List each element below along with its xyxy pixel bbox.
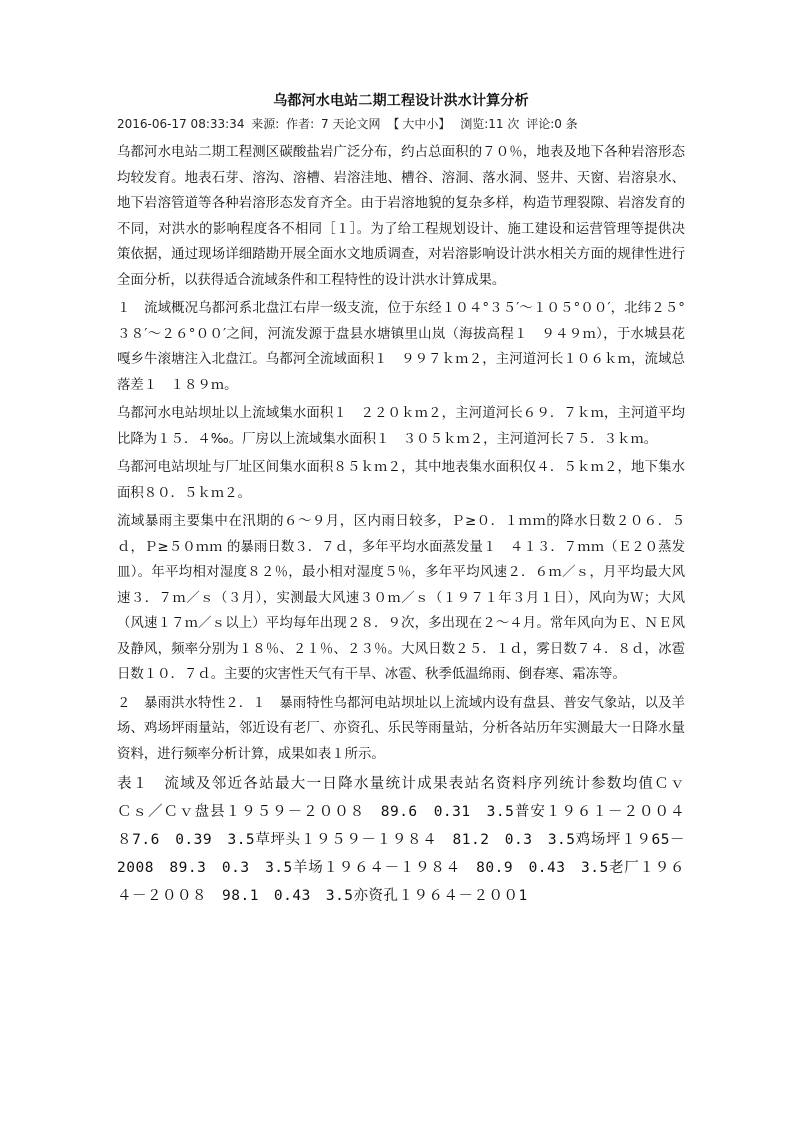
- paragraph-intro: 乌都河水电站二期工程测区碳酸盐岩广泛分布，约占总面积的７０％，地表及地下各种岩溶形态均较发育。地表石芽、溶沟、溶槽、岩溶洼地、槽谷、溶洞、落水洞、竖井、天窗、岩溶泉水、地下岩溶管道等各种岩溶形态发育齐全。由于岩溶地貌的复杂多样，构造节理裂隙、岩溶发育的不同，对洪水的影响程度各不相同［１］。为了给工程规划设计、施工建设和运营管理等提供决策依据，通过现场详细踏勘开展全面水文地质调查，对岩溶影响设计洪水相关方面的规律性进行全面分析，以获得适合流域条件和工程特性的设计洪水计算成果。: [117, 145, 685, 288]
- author-label: 作者:: [286, 117, 315, 131]
- site-name: 7 天论文网: [321, 117, 381, 131]
- source-label: 来源:: [251, 117, 280, 131]
- comment-count: 评论:0 条: [526, 117, 578, 131]
- article-meta: [117, 116, 685, 132]
- paragraph-climate: 流域暴雨主要集中在汛期的６～９月，区内雨日较多，Ｐ≥０．１ｍｍ的降水日数２０６．５ｄ，Ｐ≥５０ｍｍ 的暴雨日数３．７ｄ，多年平均水面蒸发量１ ４１３．７ｍｍ（Ｅ２０蒸发皿）。年平均相对湿度８２％，最小相对湿度５％，多年平均风速２．６ｍ／ｓ，月平均最大风速３．７ｍ／ｓ（３月），实测最大风速３０ｍ／ｓ（１９７１年３月１日），风向为Ｗ；大风（风速１７ｍ／ｓ以上）平均每年出现２８．９次，多出现在２～４月。常年风向为Ｅ、ＮＥ风及静风，频率分别为１８％、２１％、２３％。大风日数２５．１ｄ，雾日数７４．８ｄ，冰雹日数１０．７ｄ。主要的灾害性天气有干旱、冰雹、秋季低温绵雨、倒春寒、霜冻等。: [117, 514, 685, 682]
- article: [117, 92, 700, 913]
- paragraph-interval-area: 乌都河电站坝址与厂址区间集水面积８５ｋｍ２，其中地表集水面积仅４．５ｋｍ２，地下集水面积８０．５ｋｍ２。: [117, 460, 685, 501]
- font-large-link[interactable]: 大: [402, 117, 415, 131]
- view-count: 浏览:11 次: [460, 117, 520, 131]
- font-bracket-close: 】: [438, 117, 451, 131]
- publish-datetime: 2016-06-17 08:33:34: [117, 117, 245, 131]
- paragraph-rainstorm: ２ 暴雨洪水特性２．１ 暴雨特性乌都河电站坝址以上流域内设有盘县、普安气象站，以及羊场、鸡场坪雨量站，邻近设有老厂、亦资孔、乐民等雨量站，分析各站历年实测最大一日降水量资料，进行频率分析计算，成果如表１所示。: [117, 695, 685, 762]
- font-bracket-open: 【: [387, 117, 400, 131]
- font-medium-link[interactable]: 中: [414, 117, 427, 131]
- paragraph-dam-catchment: 乌都河水电站坝址以上流域集水面积１ ２２０ｋｍ２，主河道河长６９．７ｋｍ，主河道平均比降为１５．４‰。厂房以上流域集水面积１ ３０５ｋｍ２，主河道河长７５．３ｋｍ。: [117, 406, 685, 447]
- font-size-switcher: [387, 117, 453, 131]
- font-small-link[interactable]: 小: [426, 117, 439, 131]
- paragraph-basin-overview: １ 流域概况乌都河系北盘江右岸一级支流，位于东经１０４°３５′～１０５°００′，北纬２５°３８′～２６°００′之间，河流发源于盘县水塘镇里山岚（海拔高程１ ９４９ｍ），于水城县花嘎乡牛滚塘注入北盘江。乌都河全流域面积１ ９９７ｋｍ２，主河道河长１０６ｋｍ，流域总落差１ １８９ｍ。: [117, 301, 685, 393]
- article-title: 乌都河水电站二期工程设计洪水计算分析: [273, 93, 529, 109]
- paragraph-table-1: 表１ 流域及邻近各站最大一日降水量统计成果表站名资料序列统计参数均值Ｃｖ Ｃｓ／Ｃｖ盘县１９５９－２００８ 89.6 0.31 3.5普安１９６１－２００４ ８7.6 0.39 3.5草坪头１９５９－１９８４ 81.2 0.3 3.5鸡场坪１９65－2008 89.3 0.3 3.5羊场１９６４－１９８４ 80.9 0.43 3.5老厂１９６４－２００８ 98.1 0.43 3.5亦资孔１９６４－２００1: [117, 776, 700, 904]
